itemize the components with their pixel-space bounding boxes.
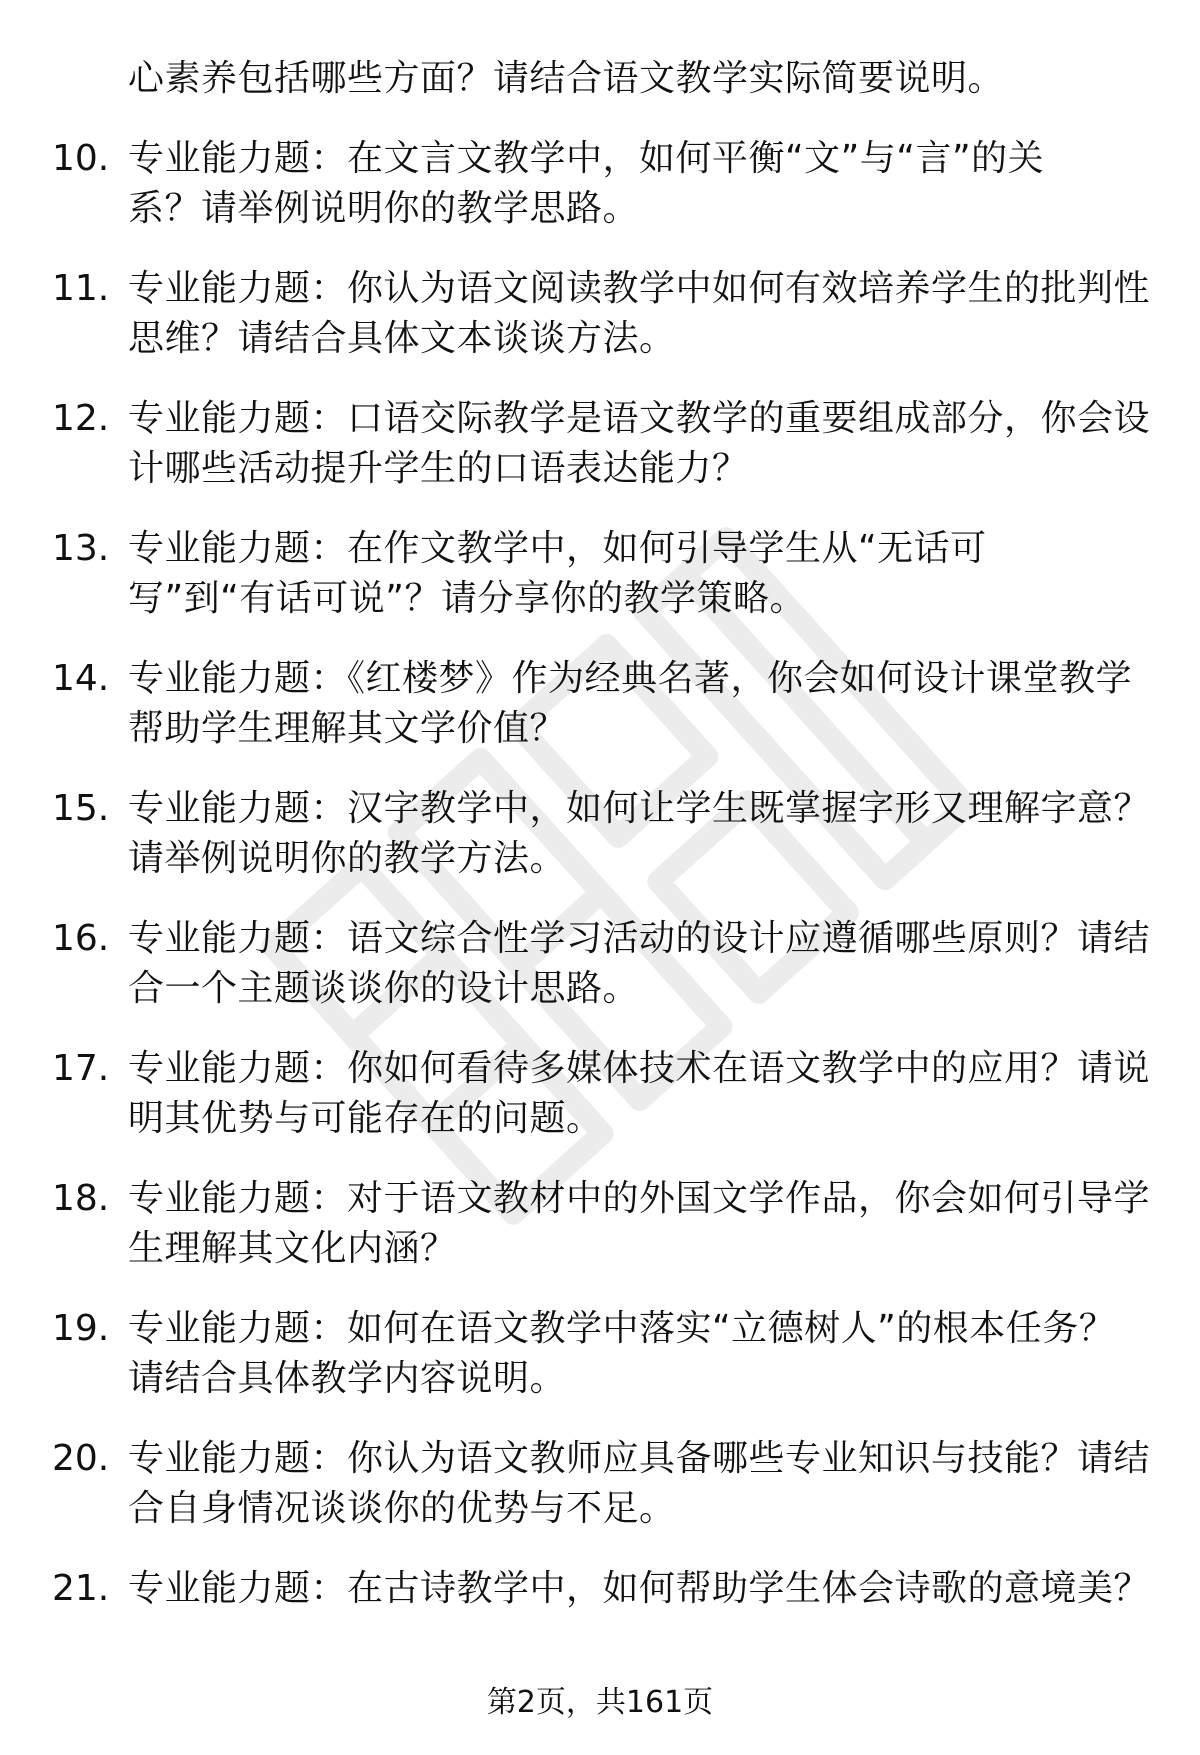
question-number: 19. <box>52 1308 110 1349</box>
question-text-line: 系？请举例说明你的教学思路。 <box>128 188 640 229</box>
question-text-line: 专业能力题：汉字教学中，如何让学生既掌握字形又理解字意？ <box>128 788 1151 829</box>
question-number: 12. <box>52 398 110 439</box>
question-text-line: 专业能力题：语文综合性学习活动的设计应遵循哪些原则？请结 <box>128 918 1151 959</box>
question-text <box>128 1434 1151 1534</box>
question-text <box>128 1564 1151 1614</box>
question-number: 16. <box>52 918 110 959</box>
question-text <box>128 654 1140 754</box>
continuation-text: 心素养包括哪些方面？请结合语文教学实际简要说明。 <box>128 58 1005 99</box>
question-text <box>128 784 1151 884</box>
question-text-line: 请结合具体教学内容说明。 <box>128 1358 567 1399</box>
question-number: 10. <box>52 138 110 179</box>
question-text-line: 帮助学生理解其文学价值？ <box>128 708 567 749</box>
question-text-line: 专业能力题：如何在语文教学中落实“立德树人”的根本任务？ <box>128 1308 1116 1349</box>
question-text <box>128 134 1140 234</box>
question-text-line: 专业能力题：口语交际教学是语文教学的重要组成部分，你会设 <box>128 398 1151 439</box>
question-number: 11. <box>52 268 110 309</box>
question-item <box>52 264 1152 364</box>
question-text-line: 写”到“有话可说”？请分享你的教学策略。 <box>128 578 806 619</box>
question-text <box>128 1044 1151 1144</box>
question-item <box>52 784 1152 884</box>
question-text-line: 专业能力题：你如何看待多媒体技术在语文教学中的应用？请说 <box>128 1048 1151 1089</box>
question-number: 17. <box>52 1048 110 1089</box>
question-item <box>52 1174 1152 1274</box>
question-text-line: 专业能力题：在作文教学中，如何引导学生从“无话可 <box>128 528 987 569</box>
question-text-line: 专业能力题：你认为语文教师应具备哪些专业知识与技能？请结 <box>128 1438 1151 1479</box>
items-container <box>52 134 1152 1614</box>
question-text-line: 专业能力题：在古诗教学中，如何帮助学生体会诗歌的意境美？ <box>128 1568 1151 1609</box>
question-item <box>52 524 1152 624</box>
question-text-line: 专业能力题：对于语文教材中的外国文学作品，你会如何引导学 <box>128 1178 1151 1219</box>
question-item <box>52 654 1152 754</box>
question-text-line: 合一个主题谈谈你的设计思路。 <box>128 968 640 1009</box>
question-list <box>52 54 1152 1644</box>
question-item <box>52 394 1152 494</box>
question-text-line: 思维？请结合具体文本谈谈方法。 <box>128 318 676 359</box>
question-text <box>128 1304 1140 1404</box>
question-text-line: 请举例说明你的教学方法。 <box>128 838 567 879</box>
question-text-line: 生理解其文化内涵？ <box>128 1228 457 1269</box>
question-item <box>52 1434 1152 1534</box>
question-text-line: 专业能力题：你认为语文阅读教学中如何有效培养学生的批判性 <box>128 268 1151 309</box>
question-text <box>128 1174 1151 1274</box>
question-item <box>52 1304 1152 1404</box>
question-text <box>128 524 1140 624</box>
question-number: 21. <box>52 1568 110 1609</box>
question-text-line: 专业能力题：《红楼梦》作为经典名著，你会如何设计课堂教学 <box>128 658 1133 699</box>
question-item <box>52 914 1152 1014</box>
question-text <box>128 394 1151 494</box>
question-text <box>128 914 1151 1014</box>
question-item <box>52 134 1152 234</box>
page-footer: 第2页，共161页 <box>486 1685 714 1720</box>
question-text-line: 明其优势与可能存在的问题。 <box>128 1098 603 1139</box>
question-number: 15. <box>52 788 110 829</box>
question-item <box>52 1564 1152 1614</box>
question-number: 18. <box>52 1178 110 1219</box>
question-number: 20. <box>52 1438 110 1479</box>
question-item <box>52 1044 1152 1144</box>
question-number: 13. <box>52 528 110 569</box>
question-text <box>128 264 1151 364</box>
question-text-line: 合自身情况谈谈你的优势与不足。 <box>128 1488 676 1529</box>
question-number: 14. <box>52 658 110 699</box>
question-text-line: 专业能力题：在文言文教学中，如何平衡“文”与“言”的关 <box>128 138 1045 179</box>
question-text-line: 计哪些活动提升学生的口语表达能力？ <box>128 448 749 489</box>
